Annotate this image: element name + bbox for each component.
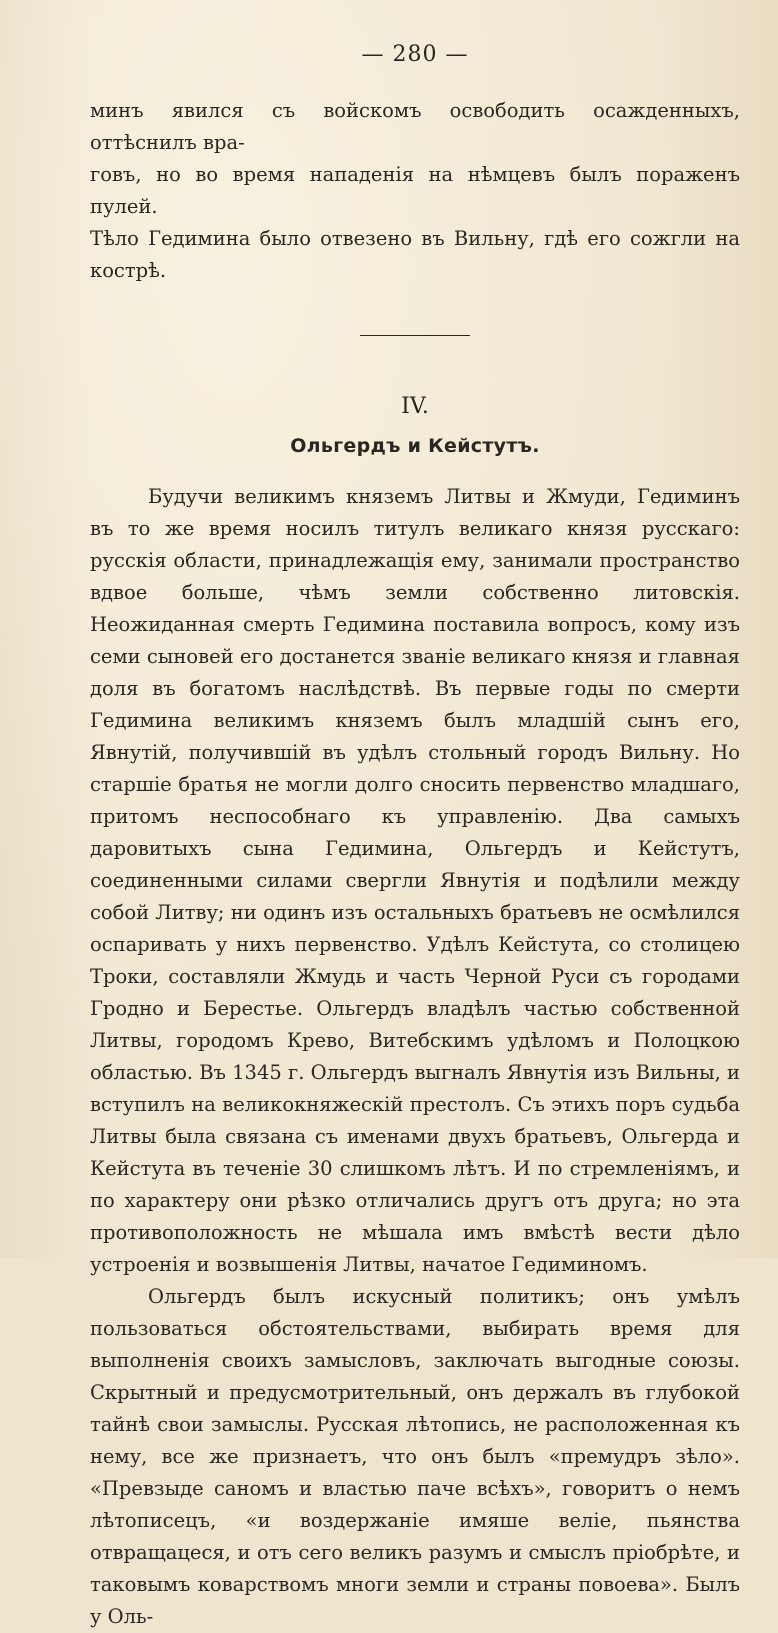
intro-line: минъ явился съ войскомъ освободить осажденныхъ, оттѣснилъ вра-	[90, 99, 740, 154]
body-text	[90, 481, 740, 1633]
chapter-title: Ольгердъ и Кейстутъ.	[290, 435, 540, 457]
intro-line: Тѣло Гедимина было отвезено въ Вильну, гдѣ его сожгли на кострѣ.	[90, 227, 740, 282]
paragraph: Ольгердъ былъ искусный политикъ; онъ умѣлъ пользоваться обстоятельствами, выбирать время для выполненія своихъ замысловъ, заключать выгодные союзы. Скрытный и предусмотрительный, онъ держалъ въ глубокой тайнѣ свои замыслы. Русская лѣтопись, не расположенная къ нему, все же признаетъ, что онъ былъ «премудръ зѣло». «Превзыде саномъ и властью паче всѣхъ», говоритъ о немъ лѣтописецъ, «и воздержаніе имяше веліе, пьянства отвращацеся, и отъ сего великъ разумъ и смыслъ пріобрѣте, и таковымъ коварствомъ многи земли и страны повоева». Былъ у Оль-	[90, 1285, 740, 1628]
paragraph: Будучи великимъ княземъ Литвы и Жмуди, Гедиминъ въ то же время носилъ титулъ великаго князя русскаго: русскія области, принадлежащія ему, занимали пространство вдвое больше, чѣмъ земли собственно литовскія. Неожиданная смерть Гедимина поставила вопросъ, кому изъ семи сыновей его достанется званіе великаго князя и главная доля въ богатомъ наслѣдствѣ. Въ первые годы по смерти Гедимина великимъ княземъ былъ младшій сынъ его, Явнутій, получившій въ удѣлъ стольный городъ Вильну. Но старшіе братья не могли долго сносить первенство младшаго, притомъ неспособнаго къ управленію. Два самыхъ даровитыхъ сына Гедимина, Ольгердъ и Кейстутъ, соединенными силами свергли Явнутія и подѣлили между собой Литву; ни одинъ изъ остальныхъ братьевъ не осмѣлился оспаривать у нихъ первенство. Удѣлъ Кейстута, со столицею Троки, составляли Жмудь и часть Черной Руси съ городами Гродно и Берестье. Ольгердъ владѣлъ частью собственной Литвы, городомъ Крево, Витебскимъ удѣломъ и Полоцкою областью. Въ 1345 г. Ольгердъ выгналъ Явнутія изъ Вильны, и вступилъ на великокняжескій престолъ. Съ этихъ поръ судьба Литвы была связана съ именами двухъ братьевъ, Ольгерда и Кейстута въ теченіе 30 слишкомъ лѣтъ. И по стремленіямъ, и по характеру они рѣзко отличались другъ отъ друга; но эта противоположность не мѣшала имъ вмѣстѣ вести дѣло устроенія и возвышенія Литвы, начатое Гедиминомъ.	[90, 485, 740, 1276]
chapter-number: IV.	[401, 394, 429, 419]
section-divider	[360, 335, 470, 336]
intro-line: говъ, но во время нападенія на нѣмцевъ былъ пораженъ пулей.	[90, 163, 740, 218]
page-number: — 280 —	[361, 42, 469, 67]
intro-text	[90, 95, 740, 287]
